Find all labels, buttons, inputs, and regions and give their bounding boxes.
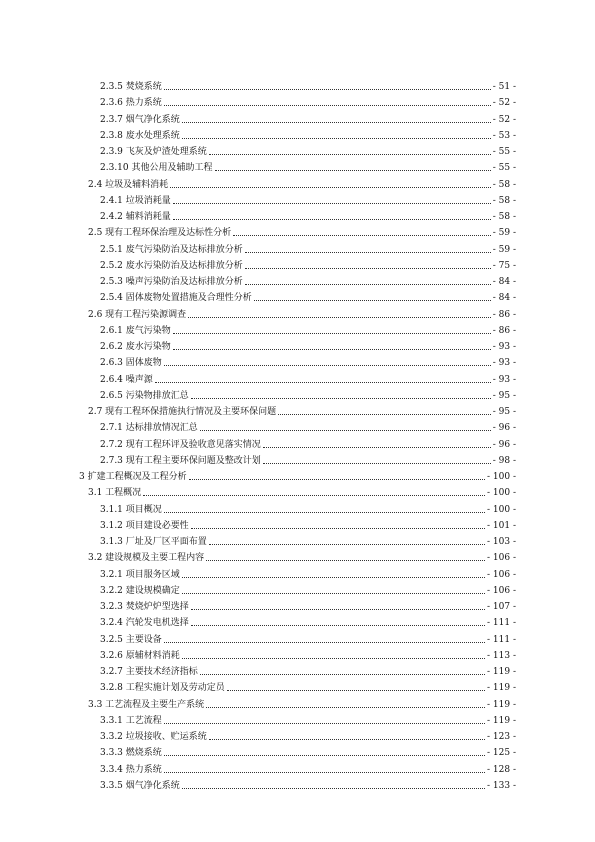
- dot-leader: [209, 154, 491, 155]
- toc-entry-title: 2.7.1 达标排放情况汇总: [100, 423, 198, 434]
- toc-entry-title: 2.4.2 辅料消耗量: [100, 212, 171, 222]
- dot-leader: [206, 707, 485, 708]
- toc-entry-page-number: - 84 -: [492, 277, 516, 287]
- toc-entry-title: 2.7 现有工程环保措施执行情况及主要环保问题: [88, 407, 277, 417]
- toc-entry-page-number: - 51 -: [492, 82, 516, 92]
- toc-entry[interactable]: [100, 500, 516, 516]
- dot-leader: [164, 642, 485, 643]
- toc-entry-title: 3.2.3 焚烧炉炉型选择: [100, 602, 189, 612]
- toc-entry[interactable]: [100, 240, 516, 256]
- toc-entry[interactable]: [88, 305, 516, 321]
- toc-entry[interactable]: [100, 386, 516, 402]
- dot-leader: [182, 122, 491, 123]
- toc-entry[interactable]: [100, 565, 516, 581]
- toc-entry-title: 2.6.3 固体废物: [100, 358, 162, 369]
- toc-entry-title: 2.5 现有工程环保治理及达标性分析: [88, 228, 232, 239]
- toc-entry[interactable]: [100, 353, 516, 369]
- toc-entry-title: 3.3.3 燃烧系统: [100, 748, 162, 759]
- toc-entry-title: 2.4 垃圾及辅料消耗: [88, 179, 169, 190]
- toc-entry-page-number: - 95 -: [492, 407, 516, 417]
- dot-leader: [191, 528, 485, 529]
- toc-entry[interactable]: [88, 402, 516, 418]
- toc-entry-title: 2.5.1 废气污染防治及达标排放分析: [100, 244, 243, 255]
- toc-entry-page-number: - 58 -: [492, 195, 516, 206]
- dot-leader: [164, 105, 491, 106]
- dot-leader: [188, 317, 491, 318]
- toc-entry-page-number: - 53 -: [492, 130, 516, 141]
- dot-leader: [164, 365, 491, 366]
- dot-leader: [191, 609, 485, 610]
- dot-leader: [170, 187, 491, 188]
- toc-entry[interactable]: [100, 516, 516, 532]
- dot-leader: [278, 414, 491, 415]
- dot-leader: [227, 690, 485, 691]
- toc-entry[interactable]: [88, 175, 516, 191]
- dot-leader: [182, 577, 485, 578]
- toc-entry-page-number: - 93 -: [492, 374, 516, 385]
- dot-leader: [155, 382, 491, 383]
- toc-entry[interactable]: [100, 646, 516, 662]
- dot-leader: [164, 512, 485, 513]
- toc-entry[interactable]: [100, 110, 516, 126]
- dot-leader: [173, 349, 491, 350]
- toc-entry[interactable]: [100, 77, 516, 93]
- dot-leader: [182, 138, 491, 139]
- dot-leader: [143, 495, 485, 496]
- toc-entry-page-number: - 86 -: [492, 309, 516, 320]
- toc-entry-page-number: - 106 -: [487, 585, 516, 596]
- toc-entry-title: 3.3.4 热力系统: [100, 764, 162, 775]
- toc-entry-title: 2.6.5 污染物排放汇总: [100, 390, 189, 401]
- toc-entry-page-number: - 98 -: [492, 455, 516, 466]
- dot-leader: [206, 560, 485, 561]
- dot-leader: [245, 268, 491, 269]
- toc-entry-page-number: - 52 -: [492, 114, 516, 125]
- dot-leader: [173, 333, 491, 334]
- toc-entry[interactable]: [100, 760, 516, 776]
- toc-entry-title: 2.5.3 噪声污染防治及达标排放分析: [100, 277, 243, 287]
- toc-entry-page-number: - 59 -: [492, 244, 516, 255]
- toc-entry-title: 2.7.2 现有工程环评及验收意见落实情况: [100, 439, 261, 450]
- toc-entry-page-number: - 119 -: [487, 683, 516, 694]
- toc-entry[interactable]: [100, 272, 516, 288]
- dot-leader: [209, 739, 485, 740]
- dot-leader: [245, 252, 491, 253]
- toc-entry-page-number: - 111 -: [487, 618, 516, 629]
- toc-entry[interactable]: [100, 597, 516, 613]
- toc-entry-title: 3.3.5 烟气净化系统: [100, 780, 180, 791]
- toc-entry-page-number: - 59 -: [492, 228, 516, 239]
- toc-entry-page-number: - 125 -: [487, 748, 516, 759]
- toc-entry[interactable]: [100, 370, 516, 386]
- toc-entry[interactable]: [100, 321, 516, 337]
- dot-leader: [215, 170, 491, 171]
- toc-entry-page-number: - 107 -: [487, 602, 516, 612]
- toc-entry[interactable]: [100, 613, 516, 629]
- toc-entry-page-number: - 113 -: [487, 650, 516, 661]
- dot-leader: [182, 658, 485, 659]
- dot-leader: [233, 235, 491, 236]
- toc-entry-page-number: - 103 -: [487, 537, 516, 547]
- toc-entry[interactable]: [88, 695, 516, 711]
- toc-entry-title: 3.1.1 项目概况: [100, 504, 162, 515]
- toc-entry[interactable]: [100, 207, 516, 223]
- toc-entry[interactable]: [100, 711, 516, 727]
- toc-entry-title: 2.3.5 焚烧系统: [100, 82, 162, 92]
- toc-entry-title: 3.2.6 原辅材料消耗: [100, 650, 180, 661]
- dot-leader: [182, 788, 485, 789]
- toc-entry[interactable]: [100, 630, 516, 646]
- toc-entry-title: 3.2.5 主要设备: [100, 634, 162, 645]
- dot-leader: [191, 398, 491, 399]
- toc-entry-page-number: - 95 -: [492, 390, 516, 401]
- toc-entry-title: 2.4.1 垃圾消耗量: [100, 195, 171, 206]
- toc-entry[interactable]: [100, 256, 516, 272]
- toc-entry-page-number: - 133 -: [487, 780, 516, 791]
- toc-entry-page-number: - 58 -: [492, 212, 516, 222]
- dot-leader: [209, 544, 485, 545]
- toc-entry-title: 2.3.7 烟气净化系统: [100, 114, 180, 125]
- dot-leader: [200, 674, 485, 675]
- toc-entry-page-number: - 106 -: [487, 569, 516, 580]
- toc-entry[interactable]: [100, 126, 516, 142]
- toc-entry-page-number: - 106 -: [487, 553, 516, 564]
- toc-entry-title: 3.3.2 垃圾接收、贮运系统: [100, 732, 207, 742]
- toc-entry-title: 2.6 现有工程污染源调查: [88, 309, 187, 320]
- toc-entry[interactable]: [100, 288, 516, 304]
- dot-leader: [245, 284, 491, 285]
- toc-entry[interactable]: [100, 678, 516, 694]
- toc-entry-page-number: - 55 -: [492, 147, 516, 157]
- toc-entry-page-number: - 111 -: [487, 634, 516, 645]
- toc-entry-title: 2.3.10 其他公用及辅助工程: [100, 163, 213, 174]
- toc-entry-page-number: - 96 -: [492, 439, 516, 450]
- toc-entry-title: 3 扩建工程概况及工程分析: [79, 472, 187, 482]
- toc-entry[interactable]: [100, 435, 516, 451]
- toc-entry-page-number: - 100 -: [487, 488, 516, 499]
- toc-entry-title: 2.3.9 飞灰及炉渣处理系统: [100, 147, 207, 157]
- toc-entry-page-number: - 123 -: [487, 732, 516, 742]
- toc-entry-title: 2.6.1 废气污染物: [100, 325, 171, 336]
- dot-leader: [164, 89, 491, 90]
- dot-leader: [263, 463, 491, 464]
- dot-leader: [164, 755, 485, 756]
- toc-entry-title: 3.2.1 项目服务区域: [100, 569, 180, 580]
- toc-entry-page-number: - 55 -: [492, 163, 516, 174]
- toc-entry-page-number: - 93 -: [492, 342, 516, 352]
- toc-entry-title: 3.3 工艺流程及主要生产系统: [88, 699, 205, 710]
- toc-entry[interactable]: [100, 451, 516, 467]
- toc-entry-title: 2.7.3 现有工程主要环保问题及整改计划: [100, 455, 261, 466]
- toc-entry-page-number: - 100 -: [487, 472, 516, 482]
- toc-entry[interactable]: [100, 662, 516, 678]
- toc-entry[interactable]: [88, 483, 516, 499]
- toc-entry-page-number: - 52 -: [492, 98, 516, 109]
- toc-entry-page-number: - 58 -: [492, 179, 516, 190]
- dot-leader: [173, 203, 491, 204]
- toc-entry[interactable]: [100, 776, 516, 792]
- dot-leader: [191, 625, 485, 626]
- toc-entry[interactable]: [88, 223, 516, 239]
- toc-entry-title: 2.5.2 废水污染防治及达标排放分析: [100, 260, 243, 271]
- toc-entry-title: 2.5.4 固体废物处置措施及合理性分析: [100, 293, 252, 304]
- dot-leader: [189, 479, 485, 480]
- toc-entry-title: 2.3.6 热力系统: [100, 98, 162, 109]
- dot-leader: [164, 723, 485, 724]
- dot-leader: [263, 447, 491, 448]
- toc-entry-page-number: - 101 -: [487, 520, 516, 531]
- toc-entry-title: 3.2 建设规模及主要工程内容: [88, 553, 205, 564]
- toc-entry-page-number: - 96 -: [492, 423, 516, 434]
- toc-entry-title: 3.1.3 厂址及厂区平面布置: [100, 537, 207, 547]
- toc-entry-page-number: - 119 -: [487, 699, 516, 710]
- toc-entry[interactable]: [79, 467, 516, 483]
- toc-entry[interactable]: [100, 581, 516, 597]
- toc-entry[interactable]: [88, 548, 516, 564]
- toc-entry-title: 3.1 工程概况: [88, 488, 142, 499]
- toc-entry[interactable]: [100, 158, 516, 174]
- dot-leader: [164, 772, 485, 773]
- dot-leader: [173, 219, 491, 220]
- toc-entry[interactable]: [100, 337, 516, 353]
- toc-entry-page-number: - 84 -: [492, 293, 516, 304]
- dot-leader: [182, 593, 485, 594]
- toc-entry-page-number: - 93 -: [492, 358, 516, 369]
- toc-entry-title: 3.2.2 建设规模确定: [100, 585, 180, 596]
- toc-entry[interactable]: [100, 727, 516, 743]
- toc-entry-title: 3.1.2 项目建设必要性: [100, 520, 189, 531]
- toc-entry-page-number: - 100 -: [487, 504, 516, 515]
- toc-entry-page-number: - 119 -: [487, 715, 516, 726]
- toc-entry[interactable]: [100, 142, 516, 158]
- toc-entry[interactable]: [100, 532, 516, 548]
- toc-entry-title: 3.2.4 汽轮发电机选择: [100, 618, 189, 629]
- toc-entry-page-number: - 128 -: [487, 764, 516, 775]
- toc-entry-title: 2.6.2 废水污染物: [100, 342, 171, 352]
- dot-leader: [200, 430, 491, 431]
- toc-entry-page-number: - 75 -: [492, 260, 516, 271]
- toc-entry[interactable]: [100, 418, 516, 434]
- toc-entry-page-number: - 119 -: [487, 667, 516, 677]
- toc-entry-title: 2.6.4 噪声源: [100, 374, 153, 385]
- toc-entry-title: 2.3.8 废水处理系统: [100, 130, 180, 141]
- toc-entry-page-number: - 86 -: [492, 325, 516, 336]
- toc-entry[interactable]: [100, 743, 516, 759]
- toc-entry-title: 3.2.8 工程实施计划及劳动定员: [100, 683, 225, 694]
- dot-leader: [254, 300, 491, 301]
- toc-entry[interactable]: [100, 93, 516, 109]
- toc-entry-title: 3.3.1 工艺流程: [100, 715, 162, 726]
- toc-entry[interactable]: [100, 191, 516, 207]
- toc-entry-title: 3.2.7 主要技术经济指标: [100, 667, 198, 677]
